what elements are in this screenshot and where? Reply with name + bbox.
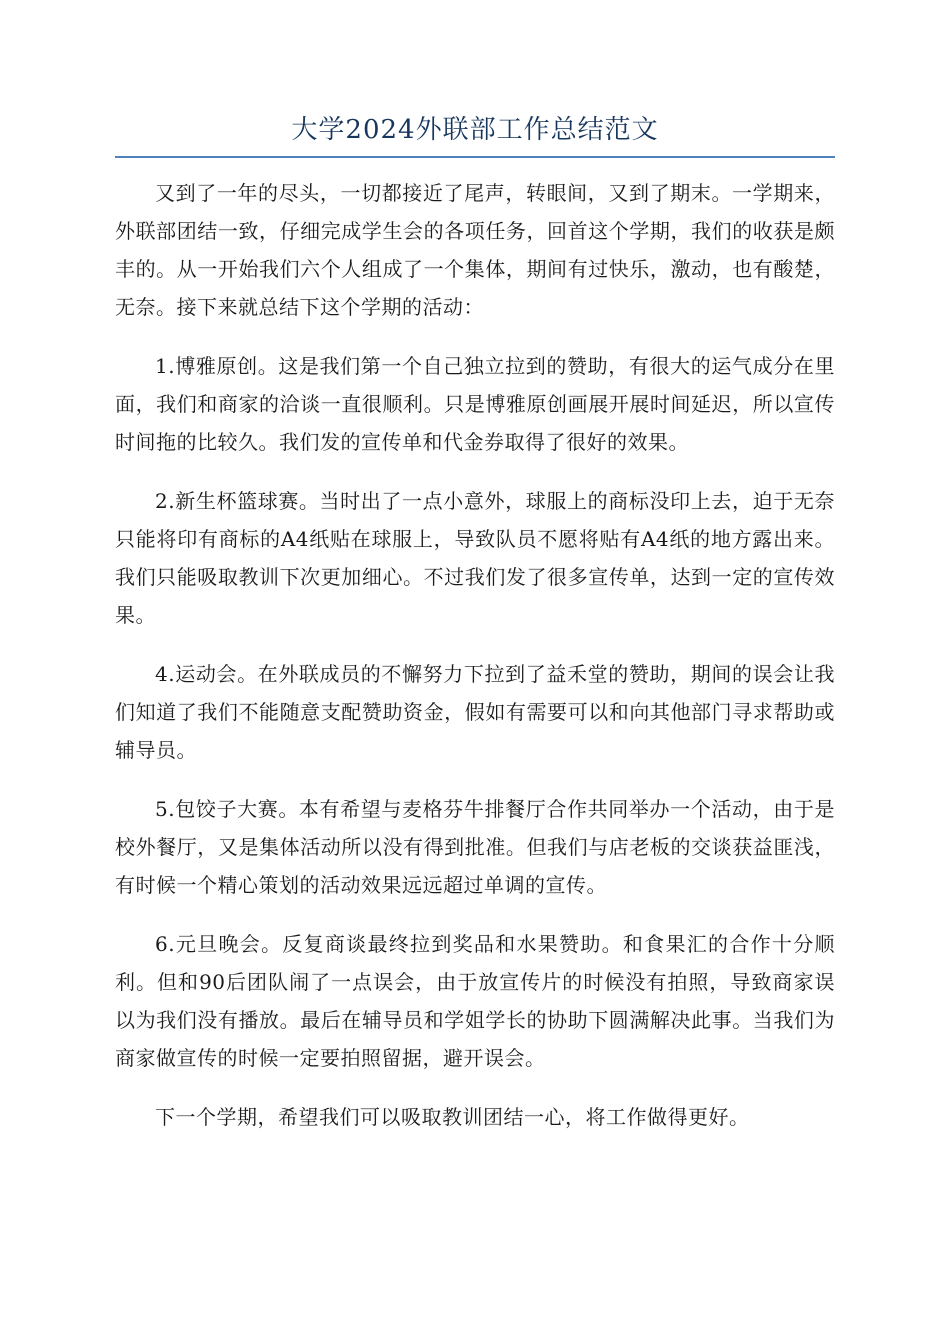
paragraph-item-6: 6.元旦晚会。反复商谈最终拉到奖品和水果赞助。和食果汇的合作十分顺利。但和90后团队闹了一点误会，由于放宣传片的时候没有拍照，导致商家误以为我们没有播放。最后在辅导员和学姐学长的协助下圆满解决此事。当我们为商家做宣传的时候一定要拍照留据，避开误会。 bbox=[115, 932, 835, 1070]
paragraph-item-5: 5.包饺子大赛。本有希望与麦格芬牛排餐厅合作共同举办一个活动，由于是校外餐厅，又是集体活动所以没有得到批准。但我们与店老板的交谈获益匪浅，有时候一个精心策划的活动效果远远超过单调的宣传。 bbox=[115, 797, 835, 897]
paragraph-closing: 下一个学期，希望我们可以吸取教训团结一心，将工作做得更好。 bbox=[155, 1105, 750, 1129]
document-title: 大学2024外联部工作总结范文 bbox=[291, 115, 659, 145]
paragraph-item-2: 2.新生杯篮球赛。当时出了一点小意外，球服上的商标没印上去，迫于无奈只能将印有商标的A4纸贴在球服上，导致队员不愿将贴有A4纸的地方露出来。我们只能吸取教训下次更加细心。不过我们发了很多宣传单，达到一定的宣传效果。 bbox=[115, 489, 835, 627]
paragraph-intro: 又到了一年的尽头，一切都接近了尾声，转眼间，又到了期末。一学期来，外联部团结一致，仔细完成学生会的各项任务，回首这个学期，我们的收获是颇丰的。从一开始我们六个人组成了一个集体，期间有过快乐，激动，也有酸楚，无奈。接下来就总结下这个学期的活动： bbox=[115, 181, 835, 319]
title-block bbox=[115, 112, 835, 158]
document-body bbox=[115, 174, 835, 1157]
paragraph-item-4: 4.运动会。在外联成员的不懈努力下拉到了益禾堂的赞助，期间的误会让我们知道了我们不能随意支配赞助资金，假如有需要可以和向其他部门寻求帮助或辅导员。 bbox=[115, 662, 835, 762]
paragraph-item-1: 1.博雅原创。这是我们第一个自己独立拉到的赞助，有很大的运气成分在里面，我们和商家的洽谈一直很顺利。只是博雅原创画展开展时间延迟，所以宣传时间拖的比较久。我们发的宣传单和代金券取得了很好的效果。 bbox=[115, 354, 835, 454]
